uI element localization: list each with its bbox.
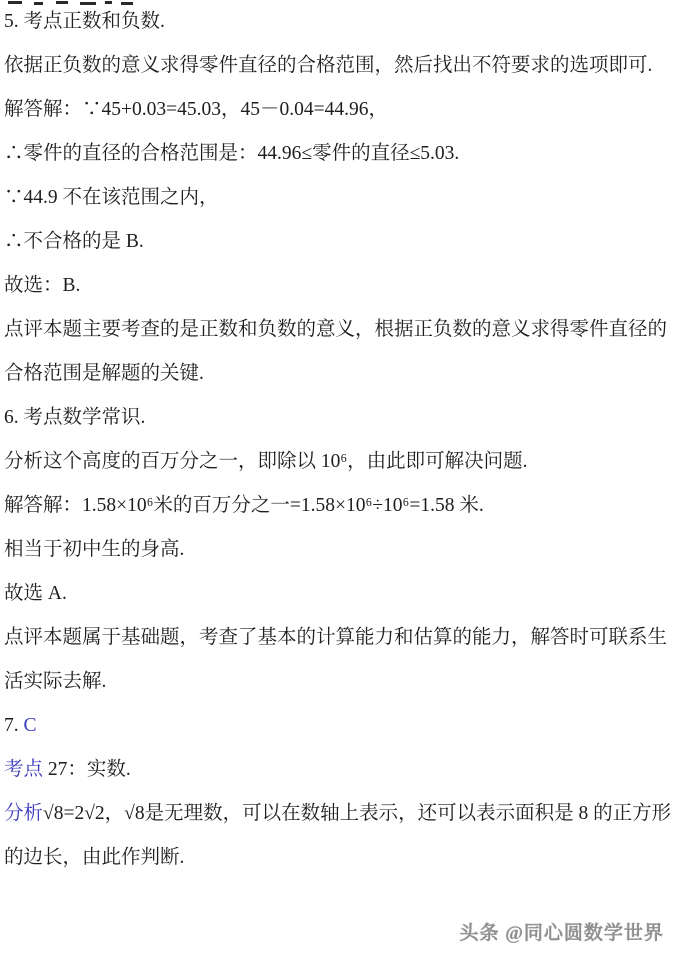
q5-solution-step-3: ∵44.9 不在该范围之内， — [4, 187, 219, 208]
q6-title: 6. 考点数学常识. — [4, 407, 146, 428]
section-q5 — [4, 0, 675, 396]
q5-title: 5. 考点正数和负数. — [4, 11, 165, 32]
q7-fenxi-text: √8=2√2，√8是无理数，可以在数轴上表示，还可以表示面积是 8 的正方形的边长，由此作判断. — [4, 803, 672, 868]
q5-answer-line: 故选：B. — [4, 275, 81, 296]
clipped-previous-line-fragment — [4, 0, 404, 6]
q7-answer-line — [4, 704, 675, 748]
q5-solution-step-4: ∴不合格的是 B. — [4, 231, 144, 252]
q6-answer-line: 故选 A. — [4, 583, 67, 604]
watermark: 头条 @同心圆数学世界 — [459, 923, 664, 944]
q6-solution: 解答解：1.58×10⁶米的百万分之一=1.58×10⁶÷10⁶=1.58 米. — [4, 495, 484, 516]
q5-solution-step-1: 解答解：∵45+0.03=45.03，45－0.04=44.96， — [4, 99, 388, 120]
q5-solution-step-2: ∴零件的直径的合格范围是：44.96≤零件的直径≤5.03. — [4, 143, 460, 164]
q7-answer: C — [23, 715, 37, 736]
section-q6 — [4, 396, 675, 704]
q7-fenxi-line — [4, 792, 675, 880]
section-q7 — [4, 704, 675, 880]
q6-remark: 相当于初中生的身高. — [4, 539, 185, 560]
q7-kaodian-line — [4, 748, 675, 792]
q7-kaodian-label: 考点 — [4, 759, 44, 780]
q7-number: 7. — [4, 715, 24, 736]
q5-comment: 点评本题主要考查的是正数和负数的意义，根据正负数的意义求得零件直径的合格范围是解题的关键. — [4, 319, 668, 384]
q7-fenxi-label: 分析 — [4, 803, 44, 824]
q6-analysis: 分析这个高度的百万分之一，即除以 10⁶，由此即可解决问题. — [4, 451, 528, 472]
q7-kaodian-text: 27：实数. — [43, 759, 131, 780]
q5-analysis: 依据正负数的意义求得零件直径的合格范围，然后找出不符要求的选项即可. — [4, 55, 653, 76]
q6-comment: 点评本题属于基础题，考查了基本的计算能力和估算的能力，解答时可联系生活实际去解. — [4, 627, 668, 692]
